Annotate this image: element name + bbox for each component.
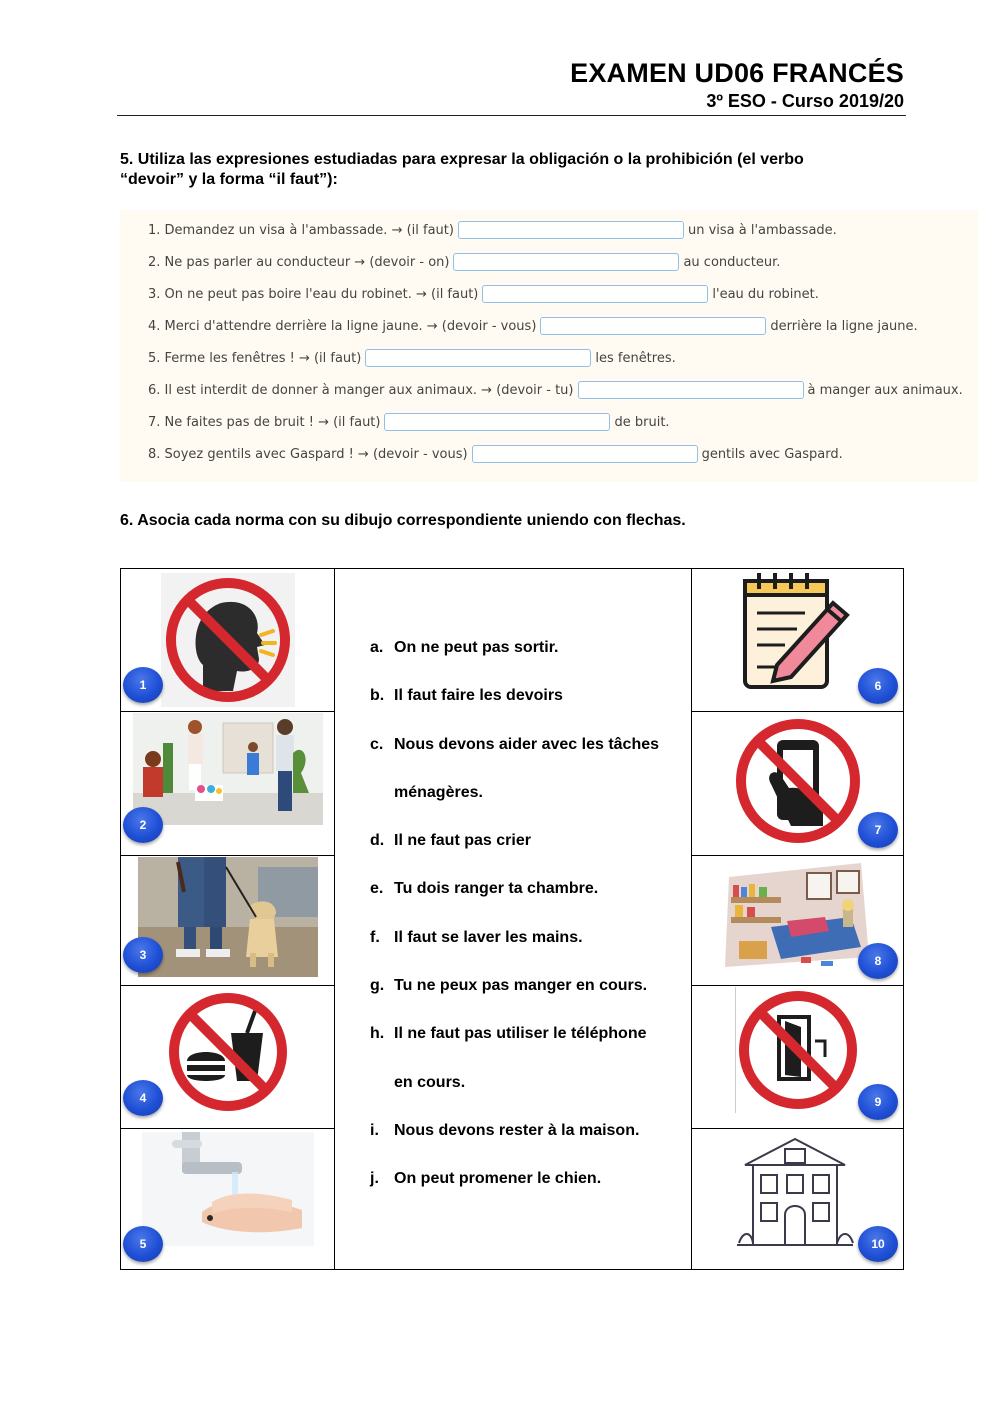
rule-text-continuation: en cours. (394, 1073, 466, 1091)
hand-washing-photo (142, 1132, 314, 1246)
row-suffix: l'eau du robinet. (712, 286, 819, 302)
rule-text: Nous devons rester à la maison. (394, 1121, 640, 1139)
grid-divider (691, 569, 692, 1269)
grid-divider (334, 569, 335, 1269)
exercise-row-8 (148, 443, 843, 465)
number-badge: 2 (123, 807, 163, 843)
no-phone-image (731, 714, 865, 848)
answer-input-4[interactable] (540, 317, 766, 335)
header-divider (117, 115, 906, 116)
exercise5-panel (120, 210, 978, 482)
answer-input-3[interactable] (482, 285, 708, 303)
row-prompt: 1. Demandez un visa à l'ambassade. → (il faut) (148, 222, 454, 238)
grid-divider (691, 855, 903, 856)
number-badge: 7 (858, 812, 898, 848)
rules-list (370, 624, 680, 1204)
house-image (735, 1135, 855, 1251)
notepad-pencil-icon (735, 571, 855, 695)
no-shouting-icon (161, 573, 295, 707)
no-food-image (165, 989, 291, 1115)
rule-item-f (370, 914, 680, 962)
exercise-row-7 (148, 411, 670, 433)
rule-letter: h. (370, 1025, 385, 1043)
rule-item-d (370, 817, 680, 865)
homework-image (735, 571, 855, 695)
rule-text: On peut promener le chien. (394, 1170, 602, 1188)
rule-letter: g. (370, 977, 385, 995)
exam-title: EXAMEN UD06 FRANCÉS (570, 58, 904, 88)
rule-text: Il ne faut pas utiliser le téléphone (394, 1025, 647, 1043)
rule-text: Il faut faire les devoirs (394, 687, 563, 705)
row-prompt: 6. Il est interdit de donner à manger aux animaux. → (devoir - tu) (148, 382, 574, 398)
exercise6-instruction: 6. Asocia cada norma con su dibujo correspondiente uniendo con flechas. (120, 512, 686, 529)
rule-text: On ne peut pas sortir. (394, 639, 559, 656)
no-exit-image (735, 987, 861, 1113)
rule-text-continuation: ménagères. (394, 783, 483, 801)
exercise-row-2 (148, 251, 780, 273)
answer-input-6[interactable] (578, 381, 804, 399)
row-prompt: 4. Merci d'attendre derrière la ligne jaune. → (devoir - vous) (148, 318, 537, 334)
grid-divider (691, 1128, 903, 1129)
row-prompt: 3. On ne peut pas boire l'eau du robinet. → (il faut) (148, 286, 479, 302)
rule-text: Tu ne peux pas manger en cours. (394, 977, 648, 995)
rule-letter: e. (370, 880, 384, 898)
no-food-icon (165, 989, 291, 1115)
row-prompt: 2. Ne pas parler au conducteur → (devoir - on) (148, 254, 450, 270)
row-prompt: 5. Ferme les fenêtres ! → (il faut) (148, 350, 362, 366)
no-shouting-image (161, 573, 295, 707)
house-line-drawing (735, 1135, 855, 1251)
rule-text: Nous devons aider avec les tâches (394, 735, 660, 753)
family-cleaning-image (133, 713, 323, 825)
rule-letter: a. (370, 639, 384, 656)
number-badge: 9 (858, 1084, 898, 1120)
exam-subtitle: 3º ESO - Curso 2019/20 (706, 91, 904, 111)
exercise-row-4 (148, 315, 918, 337)
row-prompt: 8. Soyez gentils avec Gaspard ! → (devoir - vous) (148, 446, 468, 462)
number-badge: 8 (858, 943, 898, 979)
rule-item-h (370, 1010, 680, 1058)
row-suffix: un visa à l'ambassade. (687, 222, 837, 238)
grid-divider (121, 1128, 334, 1129)
rule-item-a (370, 624, 680, 672)
exercise5-instruction (120, 150, 804, 190)
answer-input-1[interactable] (458, 221, 684, 239)
rule-letter: f. (370, 928, 380, 946)
number-badge: 3 (123, 937, 163, 973)
exercise5-instruction-line2: “devoir” y la forma “il faut”): (120, 171, 338, 188)
row-prompt: 7. Ne faites pas de bruit ! → (il faut) (148, 414, 381, 430)
row-suffix: de bruit. (614, 414, 670, 430)
rule-item-g (370, 962, 680, 1010)
grid-divider (121, 855, 334, 856)
exercise5-instruction-line1: 5. Utiliza las expresiones estudiadas para expresar la obligación o la prohibición (el verbo (120, 151, 804, 168)
exercise-row-6 (148, 379, 963, 401)
rule-item-c (370, 721, 680, 769)
dog-walking-image (138, 857, 318, 977)
row-suffix: gentils avec Gaspard. (701, 446, 843, 462)
rule-letter: b. (370, 687, 385, 705)
exercise-row-3 (148, 283, 819, 305)
number-badge: 5 (123, 1226, 163, 1262)
grid-divider (121, 711, 334, 712)
answer-input-7[interactable] (384, 413, 610, 431)
grid-divider (121, 985, 334, 986)
number-badge: 4 (123, 1080, 163, 1116)
no-phone-icon (731, 714, 865, 848)
rule-letter: j. (370, 1170, 379, 1188)
rule-letter: c. (370, 735, 384, 753)
answer-input-5[interactable] (365, 349, 591, 367)
exercise-row-5 (148, 347, 676, 369)
grid-divider (691, 985, 903, 986)
row-suffix: les fenêtres. (595, 350, 676, 366)
grid-divider (691, 711, 903, 712)
answer-input-8[interactable] (472, 445, 698, 463)
no-exit-icon (735, 987, 861, 1113)
answer-input-2[interactable] (453, 253, 679, 271)
number-badge: 1 (123, 667, 163, 703)
hand-washing-image (142, 1132, 314, 1246)
number-badge: 6 (858, 668, 898, 704)
rule-letter: d. (370, 832, 385, 850)
dog-walking-photo (138, 857, 318, 977)
rule-item-e (370, 865, 680, 913)
rule-text: Il faut se laver les mains. (394, 928, 583, 946)
number-badge: 10 (858, 1226, 898, 1262)
rule-text: Tu dois ranger ta chambre. (394, 880, 599, 898)
family-cleaning-photo (133, 713, 323, 825)
messy-room-image (721, 857, 873, 979)
rule-item-j (370, 1155, 680, 1203)
row-suffix: au conducteur. (683, 254, 781, 270)
row-suffix: à manger aux animaux. (807, 382, 963, 398)
row-suffix: derrière la ligne jaune. (770, 318, 918, 334)
exercise-row-1 (148, 219, 837, 241)
rule-letter: i. (370, 1121, 379, 1139)
rule-item-i (370, 1107, 680, 1155)
rule-item-b (370, 672, 680, 720)
messy-room-illustration (721, 857, 873, 979)
rule-text: Il ne faut pas crier (394, 832, 531, 850)
